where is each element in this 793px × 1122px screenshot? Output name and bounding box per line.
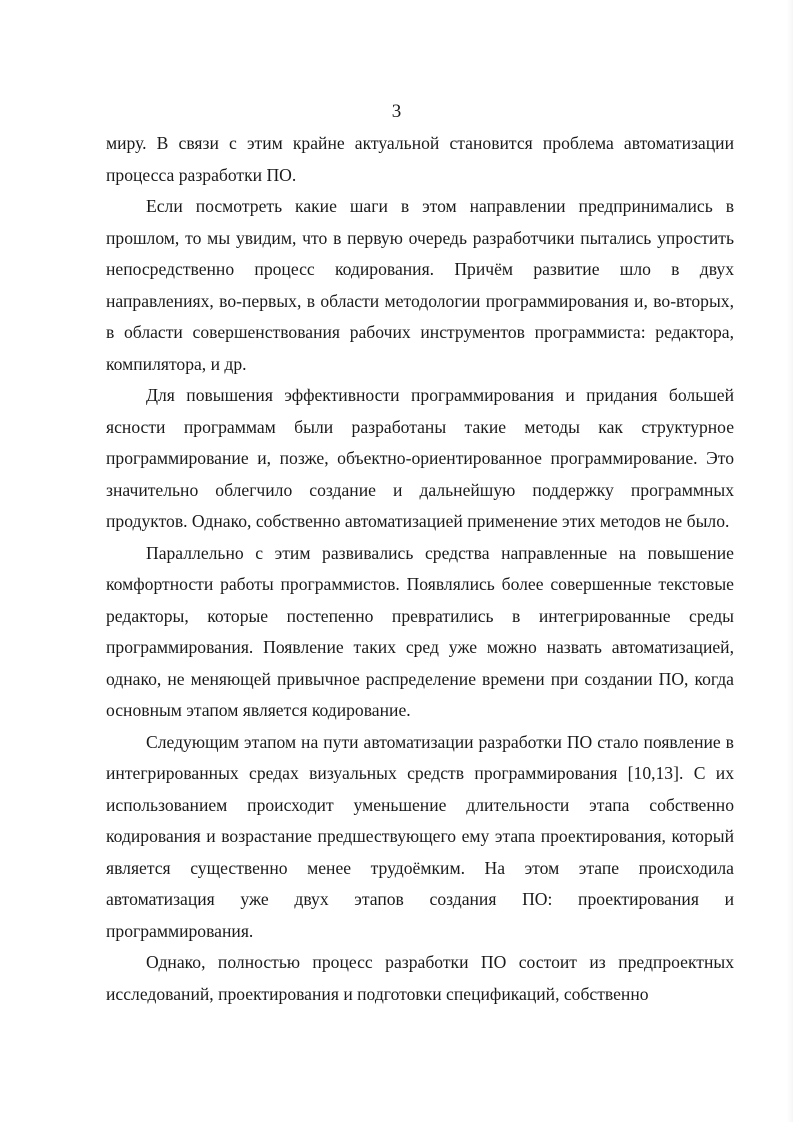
paragraph: Параллельно с этим развивались средства направленные на повышение комфортности работы программистов. Появлялись более совершенные текстовые редакторы, которые постепенно превратились в интегрированные среды программирования. Появление таких сред уже можно назвать автоматизацией, однако, не меняющей привычное распределение времени при создании ПО, когда основным этапом является кодирование.: [106, 542, 734, 720]
document-body: [106, 128, 734, 1010]
page-number: 3: [391, 101, 402, 122]
paragraph: Для повышения эффективности программирования и придания большей ясности программам были разработаны такие методы как структурное программирование и, позже, объектно-ориентированное программирование. Это значительно облегчило создание и дальнейшую поддержку программных продуктов. Однако, собственно автоматизацией применение этих методов не было.: [106, 385, 734, 531]
paragraph-continuation: миру. В связи с этим крайне актуальной становится проблема автоматизации процесса разработки ПО.: [106, 133, 734, 185]
paragraph: Если посмотреть какие шаги в этом направлении предпринимались в прошлом, то мы увидим, что в первую очередь разработчики пытались упростить непосредственно процесс кодирования. Причём развитие шло в двух направлениях, во-первых, в области методологии программирования и, во-вторых, в области совершенствования рабочих инструментов программиста: редактора, компилятора, и др.: [106, 196, 734, 374]
page-edge-shadow: [787, 0, 793, 1122]
paragraph: Однако, полностью процесс разработки ПО состоит из предпроектных исследований, проектирования и подготовки спецификаций, собственно: [106, 952, 734, 1004]
paragraph: Следующим этапом на пути автоматизации разработки ПО стало появление в интегрированных средах визуальных средств программирования [10,13]. С их использованием происходит уменьшение длительности этапа собственно кодирования и возрастание предшествующего ему этапа проектирования, который является существенно менее трудоёмким. На этом этапе происходила автоматизация уже двух этапов создания ПО: проектирования и программирования.: [106, 731, 734, 941]
